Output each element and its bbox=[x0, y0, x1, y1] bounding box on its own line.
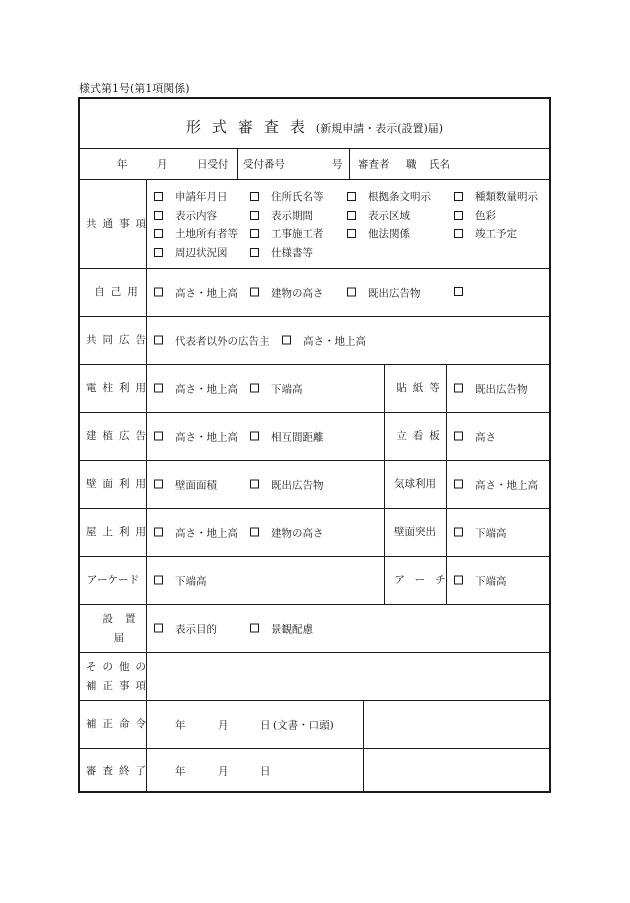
checkbox-icon bbox=[347, 229, 356, 238]
checkbox-item[interactable]: 景観配慮 bbox=[250, 621, 313, 636]
checkbox-item[interactable]: 表示期間 bbox=[250, 208, 313, 223]
checkbox-icon bbox=[454, 384, 463, 393]
checkbox-item[interactable]: 仕様書等 bbox=[250, 245, 313, 260]
correction-day-unit: 日 bbox=[260, 719, 271, 731]
other-corrections-row bbox=[80, 652, 549, 700]
checkbox-icon bbox=[154, 248, 163, 257]
installation-row bbox=[80, 604, 549, 652]
checkbox-item[interactable]: 相互間距離 bbox=[250, 429, 324, 444]
correction-order-row bbox=[80, 700, 549, 748]
checkbox-item[interactable] bbox=[454, 287, 475, 299]
checkbox-item[interactable]: 高さ・地上高 bbox=[154, 429, 238, 444]
other-corrections-field[interactable] bbox=[147, 653, 549, 700]
reception-month-unit: 月 bbox=[157, 158, 168, 171]
reception-year-unit: 年 bbox=[117, 158, 128, 171]
examiner-label: 審査者 bbox=[358, 158, 390, 171]
checkbox-item[interactable]: 住所氏名等 bbox=[250, 189, 324, 204]
checkbox-icon bbox=[250, 288, 259, 297]
reception-day-received: 日受付 bbox=[197, 158, 229, 171]
rooftop-label: 屋上利用 bbox=[86, 526, 152, 538]
checkbox-icon bbox=[347, 288, 356, 297]
checkbox-item[interactable]: 周辺状況図 bbox=[154, 245, 228, 260]
checkbox-icon bbox=[250, 211, 259, 220]
other-corrections-label: その他の 補正事項 bbox=[86, 660, 152, 692]
checkbox-item[interactable]: 申請年月日 bbox=[154, 189, 228, 204]
checkbox-item[interactable]: 表示内容 bbox=[154, 208, 217, 223]
checkbox-item[interactable]: 工事施工者 bbox=[250, 226, 324, 241]
checkbox-icon bbox=[154, 211, 163, 220]
checkbox-icon bbox=[154, 528, 163, 537]
review-end-month-unit: 月 bbox=[218, 765, 229, 778]
checkbox-icon bbox=[347, 192, 356, 201]
checkbox-item[interactable]: 高さ・地上高 bbox=[282, 333, 366, 348]
checkbox-icon bbox=[282, 336, 291, 345]
checkbox-item[interactable]: 表示区域 bbox=[347, 208, 410, 223]
checkbox-icon bbox=[154, 480, 163, 489]
poster-label: 貼紙等 bbox=[396, 382, 446, 394]
standing-sign-label: 立看板 bbox=[396, 430, 446, 442]
checkbox-icon bbox=[250, 624, 259, 633]
form-number: 様式第1号(第1項関係) bbox=[79, 82, 190, 95]
arcade-row bbox=[80, 556, 549, 604]
checkbox-icon bbox=[154, 576, 163, 585]
wall-use-label: 壁面利用 bbox=[86, 478, 152, 490]
checkbox-item[interactable]: 既出広告物 bbox=[347, 285, 421, 300]
checkbox-icon bbox=[454, 432, 463, 441]
checkbox-item[interactable]: 土地所有者等 bbox=[154, 226, 238, 241]
planted-ad-label: 建植広告 bbox=[86, 430, 152, 442]
checkbox-icon bbox=[250, 384, 259, 393]
wall-use-row bbox=[80, 460, 549, 508]
checkbox-icon bbox=[347, 211, 356, 220]
reception-row bbox=[80, 148, 549, 179]
form-title: 形式審査表 bbox=[185, 118, 316, 136]
correction-month-unit: 月 bbox=[218, 719, 229, 731]
wall-projection-label: 壁面突出 bbox=[394, 526, 436, 538]
checkbox-item[interactable]: 表示目的 bbox=[154, 621, 217, 636]
checkbox-icon bbox=[154, 192, 163, 201]
review-end-day-unit: 日 bbox=[260, 765, 271, 778]
receipt-number-label: 受付番号 bbox=[243, 158, 285, 171]
form-subtitle: (新規申請・表示(設置)届) bbox=[315, 122, 444, 135]
checkbox-icon bbox=[154, 624, 163, 633]
checkbox-icon bbox=[454, 480, 463, 489]
checkbox-item[interactable]: 他法関係 bbox=[347, 226, 410, 241]
title-row bbox=[80, 99, 549, 148]
checkbox-item[interactable]: 竣工予定 bbox=[454, 226, 517, 241]
common-items-row bbox=[80, 179, 549, 268]
review-end-label: 審査終了 bbox=[86, 764, 152, 777]
checkbox-item[interactable]: 代表者以外の広告主 bbox=[154, 333, 270, 348]
review-end-year-unit: 年 bbox=[175, 765, 186, 778]
review-end-row bbox=[80, 748, 549, 793]
self-use-row bbox=[80, 268, 549, 316]
checkbox-icon bbox=[250, 248, 259, 257]
checkbox-item[interactable]: 高さ・地上高 bbox=[154, 285, 238, 300]
checkbox-icon bbox=[154, 288, 163, 297]
checkbox-item[interactable]: 高さ・地上高 bbox=[154, 381, 238, 396]
receipt-number-unit: 号 bbox=[332, 158, 343, 171]
checkbox-icon bbox=[454, 528, 463, 537]
self-use-label: 自己用 bbox=[94, 286, 144, 298]
checkbox-item[interactable]: 建物の高さ bbox=[250, 525, 324, 540]
arcade-label: アーケード bbox=[86, 574, 140, 586]
checkbox-icon bbox=[454, 287, 463, 296]
checkbox-icon bbox=[154, 432, 163, 441]
examiner-position-label: 職 bbox=[406, 158, 417, 171]
checkbox-icon bbox=[154, 384, 163, 393]
checkbox-item[interactable]: 下端高 bbox=[454, 573, 507, 588]
checkbox-item[interactable]: 壁面面積 bbox=[154, 477, 217, 492]
checkbox-icon bbox=[154, 336, 163, 345]
checkbox-icon bbox=[250, 480, 259, 489]
checkbox-item[interactable]: 高さ・地上高 bbox=[154, 525, 238, 540]
correction-year-unit: 年 bbox=[175, 719, 186, 731]
checkbox-icon bbox=[154, 229, 163, 238]
review-form-table bbox=[78, 97, 551, 793]
correction-method: (文書・口頭) bbox=[273, 719, 334, 731]
pole-row bbox=[80, 364, 549, 412]
checkbox-icon bbox=[454, 576, 463, 585]
checkbox-item[interactable]: 下端高 bbox=[250, 381, 303, 396]
common-items-label: 共通事項 bbox=[86, 217, 152, 230]
checkbox-item[interactable]: 高さ bbox=[454, 429, 496, 444]
checkbox-icon bbox=[454, 229, 463, 238]
balloon-label: 気球利用 bbox=[394, 478, 436, 490]
checkbox-item[interactable]: 色彩 bbox=[454, 208, 496, 223]
checkbox-item[interactable]: 種類数量明示 bbox=[454, 189, 538, 204]
arch-label: アーチ bbox=[394, 574, 456, 586]
pole-label: 電柱利用 bbox=[86, 382, 152, 394]
joint-ad-row bbox=[80, 316, 549, 364]
installation-label: 設置届 bbox=[102, 612, 148, 644]
checkbox-item[interactable]: 既出広告物 bbox=[454, 381, 528, 396]
checkbox-item[interactable]: 根拠条文明示 bbox=[347, 189, 431, 204]
checkbox-icon bbox=[454, 192, 463, 201]
checkbox-item[interactable]: 下端高 bbox=[154, 573, 207, 588]
checkbox-item[interactable]: 建物の高さ bbox=[250, 285, 324, 300]
planted-ad-row bbox=[80, 412, 549, 460]
checkbox-icon bbox=[250, 528, 259, 537]
examiner-name-label: 氏名 bbox=[429, 158, 450, 171]
joint-ad-label: 共同広告 bbox=[86, 334, 152, 346]
checkbox-icon bbox=[454, 211, 463, 220]
checkbox-item[interactable]: 下端高 bbox=[454, 525, 507, 540]
correction-order-label: 補正命令 bbox=[86, 718, 152, 730]
checkbox-icon bbox=[250, 432, 259, 441]
checkbox-icon bbox=[250, 192, 259, 201]
checkbox-icon bbox=[250, 229, 259, 238]
checkbox-item[interactable]: 既出広告物 bbox=[250, 477, 324, 492]
rooftop-row bbox=[80, 508, 549, 556]
checkbox-item[interactable]: 高さ・地上高 bbox=[454, 477, 538, 492]
